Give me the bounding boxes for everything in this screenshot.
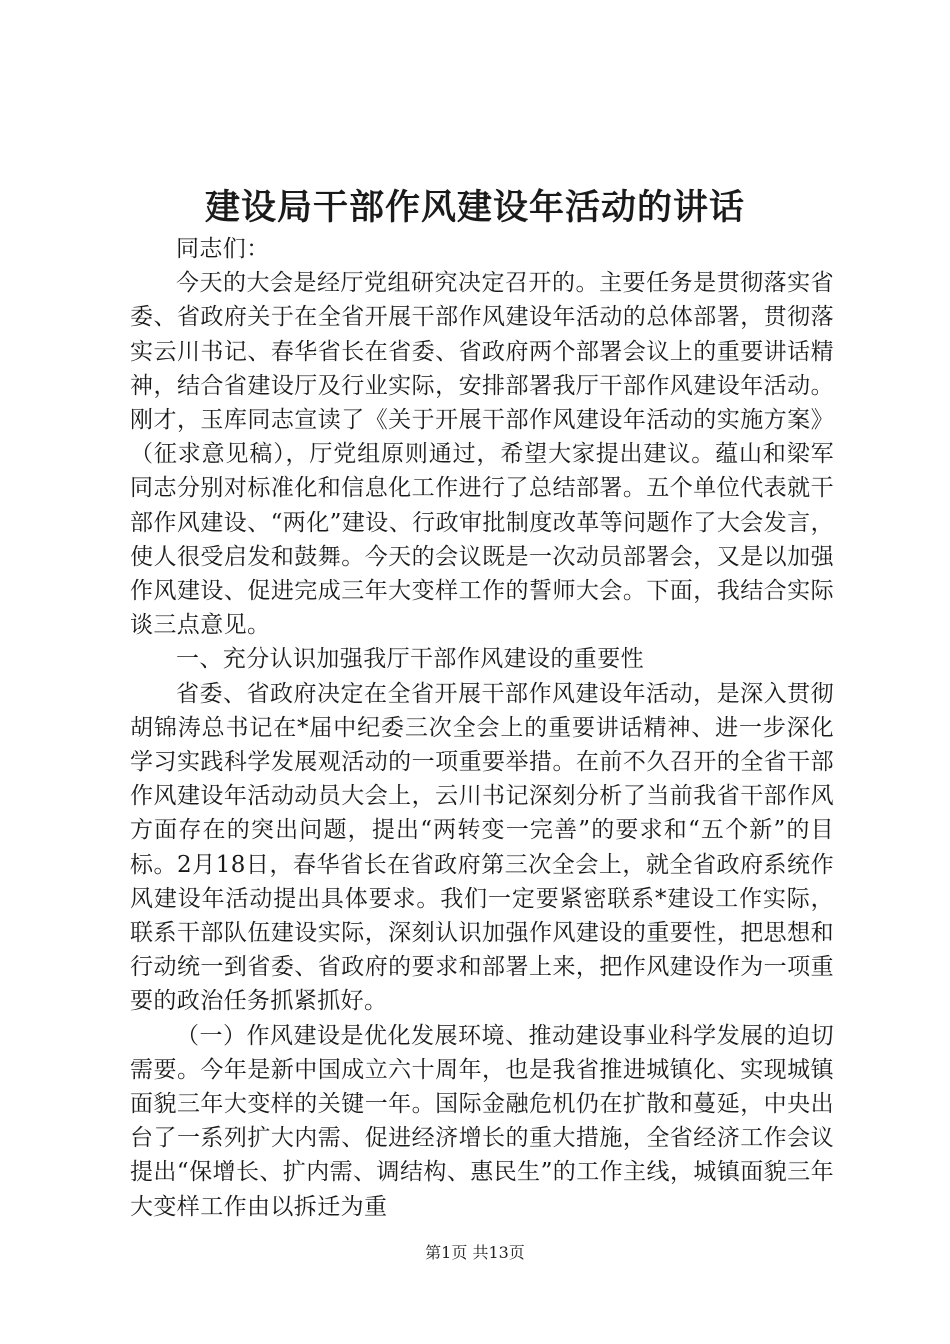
section-paragraph: 省委、省政府决定在全省开展干部作风建设年活动，是深入贯彻胡锦涛总书记在*届中纪委三次全会上的重要讲话精神、进一步深化学习实践科学发展观活动的一项重要举措。在前不久召开的全省干部作风建设年活动动员大会上，云川书记深刻分析了当前我省干部作风方面存在的突出问题，提出“两转变一完善”的要求和“五个新”的目标。2月18日，春华省长在省政府第三次全会上，就全省政府系统作风建设年活动提出具体要求。我们一定要紧密联系*建设工作实际，联系干部队伍建设实际，深刻认识加强作风建设的重要性，把思想和行动统一到省委、省政府的要求和部署上来，把作风建设作为一项重要的政治任务抓紧抓好。 xyxy=(130,680,834,1015)
salutation-paragraph: 同志们： xyxy=(176,236,270,262)
document-title: 建设局干部作风建设年活动的讲话 xyxy=(204,187,745,228)
intro-paragraph: 今天的大会是经厅党组研究决定召开的。主要任务是贯彻落实省委、省政府关于在全省开展干部作风建设年活动的总体部署，贯彻落实云川书记、春华省长在省委、省政府两个部署会议上的重要讲话精神，结合省建设厅及行业实际，安排部署我厅干部作风建设年活动。刚才，玉库同志宣读了《关于开展干部作风建设年活动的实施方案》（征求意见稿），厅党组原则通过，希望大家提出建议。蕴山和梁军同志分别对标准化和信息化工作进行了总结部署。五个单位代表就干部作风建设、“两化”建设、行政审批制度改革等问题作了大会发言，使人很受启发和鼓舞。今天的会议既是一次动员部署会，又是以加强作风建设、促进完成三年大变样工作的誓师大会。下面，我结合实际谈三点意见。 xyxy=(130,270,834,639)
subsection-paragraph: （一）作风建设是优化发展环境、推动建设事业科学发展的迫切需要。今年是新中国成立六十周年，也是我省推进城镇化、实现城镇面貌三年大变样的关键一年。国际金融危机仍在扩散和蔓延，中央出台了一系列扩大内需、促进经济增长的重大措施，全省经济工作会议提出“保增长、扩内需、调结构、惠民生”的工作主线，城镇面貌三年大变样工作由以拆迁为重 xyxy=(130,1022,834,1220)
page-number: 第1页 共13页 xyxy=(425,1243,525,1262)
document-body xyxy=(130,232,834,1224)
section-heading: 一、充分认识加强我厅干部作风建设的重要性 xyxy=(176,646,644,673)
